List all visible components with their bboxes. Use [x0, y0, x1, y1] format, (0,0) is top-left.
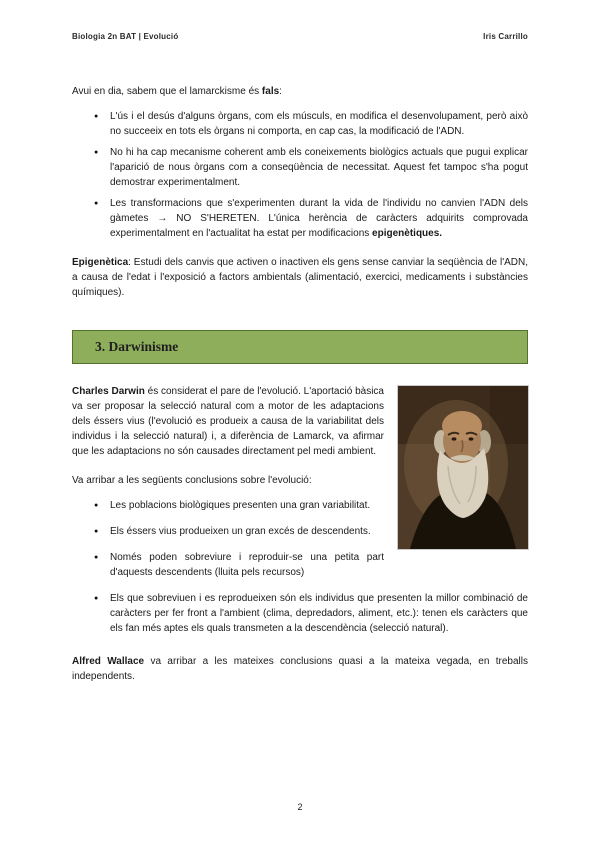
bullet-icon: ●: [94, 528, 99, 536]
bullet-text: Els que sobreviuen i es reprodueixen són els individus que presenten la millor combinació de caràcters per fer front a l'ambient (clima, depredadors, aliment, etc.): tenen els caràcters que els fan més aptes els quals transmeten a la descendència (selecció natural).: [110, 593, 528, 635]
intro-paragraph: [72, 84, 528, 99]
header-left-title: Biologia 2n BAT | Evolució: [72, 32, 179, 41]
bullet-text: No hi ha cap mecanisme coherent amb els coneixements biològics actuals que pugui explicar l'aparició de nous òrgans com a conseqüència de necessitat. Aquest fet tampoc s'ha pogut demostrar experimentalment.: [110, 147, 528, 188]
list-item: [72, 591, 528, 636]
bullet-icon: ●: [94, 595, 99, 603]
lamarck-bullet-list: [72, 109, 528, 241]
epigenetics-definition-text: : Estudi dels canvis que activen o inactiven els gens sense canviar la seqüència de l'ADN, a causa de l'edat i l'exposició a factors ambientals (alimentació, exercici, medicaments i substàncies químiques).: [72, 257, 528, 298]
intro-colon: :: [279, 86, 282, 97]
conclusions-intro: Va arribar a les següents conclusions sobre l'evolució:: [72, 475, 312, 487]
bullet-text: Les transformacions que s'experimenten durant la vida de l'individu no canvien l'ADN dels gàmetes → NO S'HERETEN. L'única herència de caràcters adquirits comprovada experimentalment en l'actualitat ha estat per modificacions: [110, 198, 528, 239]
darwin-section: [72, 384, 528, 650]
list-item: [72, 498, 528, 513]
bullet-icon: ●: [94, 200, 99, 207]
page-content: [72, 84, 528, 694]
wallace-paragraph-text: va arribar a les mateixes conclusions quasi a la mateixa vegada, en treballs independents.: [72, 656, 528, 683]
darwin-paragraph-text: és considerat el pare de l'evolució. L'aportació bàsica va ser proposar la selecció natural com a motor de les adaptacions dels éssers vius (l'evolució es produeix a causa de la variabilitat dels individus i la selecció natural) i, a diferència de Lamarck, va afirmar que les adaptacions no són causades directament pel medi ambient.: [72, 386, 384, 458]
list-item: [72, 145, 528, 190]
bullet-text: Els éssers vius produeixen un gran excés de descendents.: [110, 526, 371, 538]
section-heading-darwinisme: [72, 330, 528, 364]
section-heading-text: 3. Darwinisme: [95, 339, 179, 354]
intro-bold-word: fals: [261, 86, 280, 97]
list-item: [72, 196, 528, 241]
bullet-text: Les poblacions biològiques presenten una gran variabilitat.: [110, 500, 371, 512]
wallace-paragraph: [72, 654, 528, 684]
page-header: [72, 32, 528, 41]
header-right-author: Iris Carrillo: [483, 32, 528, 41]
intro-text: Avui en dia, sabem que el lamarckisme és: [72, 86, 262, 97]
epigenetics-definition-paragraph: [72, 255, 528, 300]
bullet-icon: ●: [94, 554, 99, 562]
list-item: [72, 109, 528, 139]
bullet-text: L'ús i el desús d'alguns òrgans, com els músculs, en modifica el desenvolupament, però això no succeeix en tots els òrgans ni comporta, en cap cas, la modificació de l'ADN.: [110, 111, 528, 137]
wallace-name: Alfred Wallace: [72, 656, 145, 668]
list-item: [72, 550, 528, 580]
bullet-text-bold: epigenètiques.: [372, 228, 443, 239]
bullet-text: Només poden sobreviure i reproduir-se una petita part d'aquests descendents (lluita pels recursos): [110, 552, 384, 579]
darwin-name: Charles Darwin: [72, 386, 145, 398]
bullet-icon: ●: [94, 113, 99, 120]
bullet-icon: ●: [94, 149, 99, 156]
page-footer: [0, 802, 600, 812]
page-number: 2: [297, 802, 303, 812]
epigenetics-term: Epigenètica: [72, 257, 129, 268]
list-item: [72, 524, 528, 539]
bullet-icon: ●: [94, 502, 99, 510]
